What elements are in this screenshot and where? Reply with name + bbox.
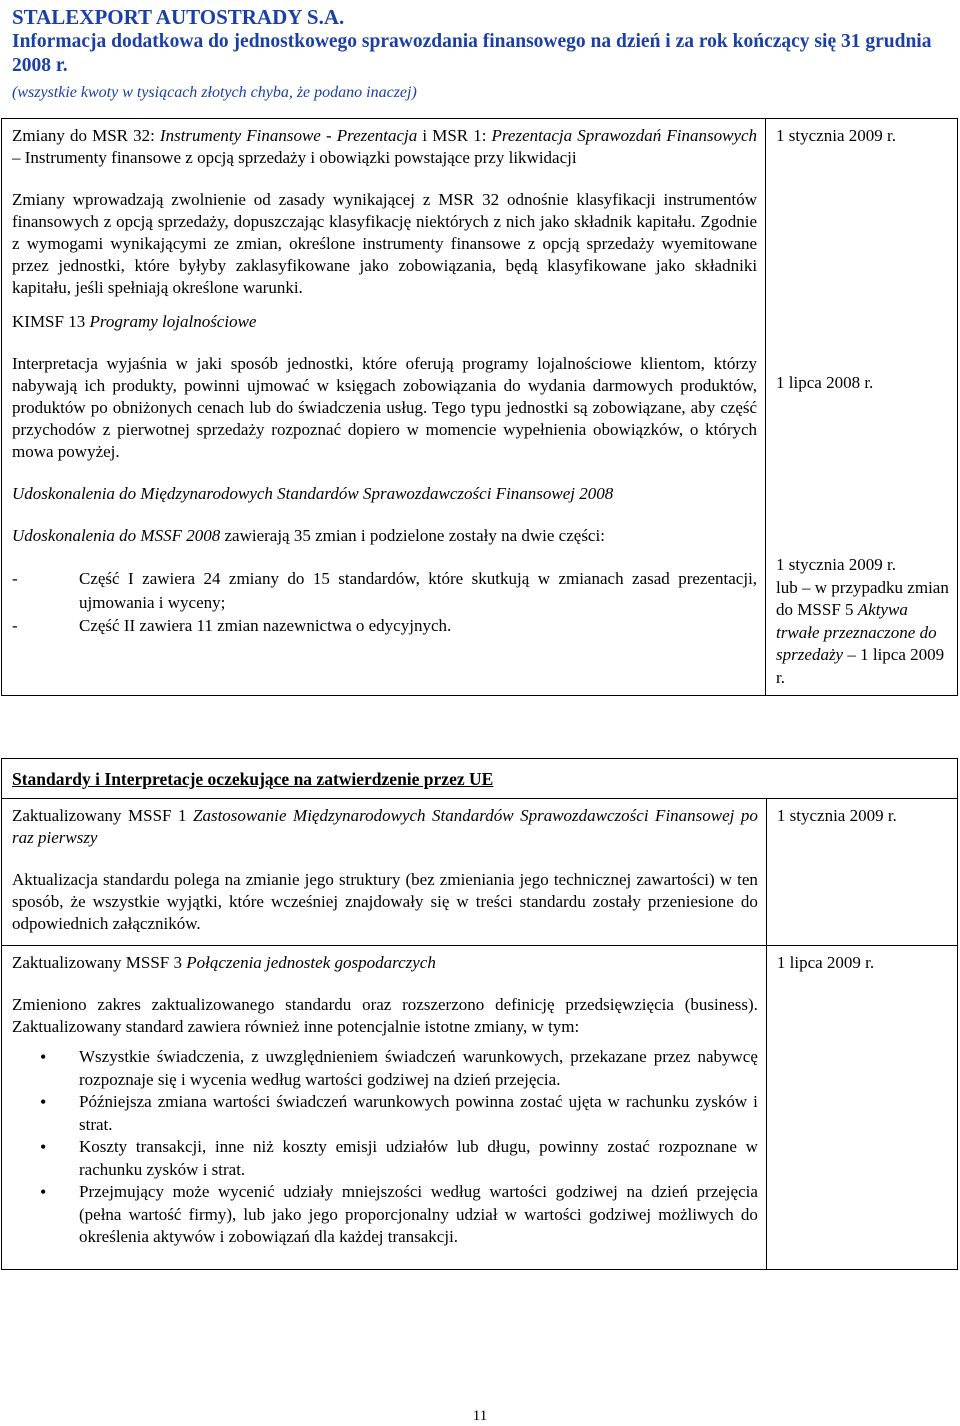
- standard-body: Zmiany wprowadzają zwolnienie od zasady wynikającej z MSR 32 odnośnie klasyfikacji instrumentów finansowych z opcją sprzedaży, dopuszczając klasyfikację niektórych z nich jako składnik kapitału. Zgodnie z wymogami wynikającymi ze zmian, określone instrumenty finansowe z opcją sprzedaży wyemitowane przez jednostki, które byłyby zaklasyfikowane jako zobowiązania, będą klasyfikowane jako składniki kapitału, jeśli spełniają określone warunki.: [12, 190, 758, 297]
- effective-date: 1 stycznia 2009 r. lub – w przypadku zmian do MSSF 5 Aktywa trwałe przeznaczone do sprzedaży – 1 lipca 2009 r.: [776, 555, 949, 687]
- table-row: [2, 799, 958, 946]
- page-number: 11: [472, 1408, 488, 1424]
- effective-date: 1 stycznia 2009 r.: [776, 806, 897, 825]
- effective-date-cell: [766, 799, 957, 946]
- amounts-note: (wszystkie kwoty w tysiącach złotych chyba, że podano inaczej): [12, 84, 417, 101]
- standards-table-2: [1, 758, 958, 1270]
- effective-date: 1 lipca 2008 r.: [776, 372, 874, 392]
- standard-title: KIMSF 13 Programy lojalnościowe: [12, 312, 257, 331]
- section-heading-cell: [2, 759, 958, 799]
- standard-title: Zmiany do MSR 32: Instrumenty Finansowe - Prezentacja i MSR 1: Prezentacja Sprawozdań Finansowych – Instrumenty finansowe z opcją sprzedaży i obowiązki powstające przy likwidacji: [12, 126, 758, 167]
- standard-body: Zmieniono zakres zaktualizowanego standardu oraz rozszerzono definicję przedsięwzięcia (business). Zaktualizowany standard zawiera również inne potencjalnie istotne zmiany, w tym:: [12, 995, 758, 1036]
- standard-description: [2, 946, 767, 1270]
- standard-title: Zaktualizowany MSSF 1 Zastosowanie Międzynarodowych Standardów Sprawozdawczości Finansowej po raz pierwszy: [12, 806, 758, 847]
- standard-title: Zaktualizowany MSSF 3 Połączenia jednostek gospodarczych: [12, 953, 436, 972]
- changes-list: [12, 567, 757, 638]
- table-row: [2, 946, 958, 1270]
- standard-body: Aktualizacja standardu polega na zmianie jego struktury (bez zmieniania jego technicznej zawartości) w ten sposób, że wszystkie wyjątki, które wcześniej znajdowały się w treści standardu zostały przeniesione do odpowiednich załączników.: [12, 870, 758, 933]
- list-item: • Koszty transakcji, inne niż koszty emisji udziałów lub długu, powinny zostać rozpoznane w rachunku zysków i strat.: [40, 1137, 758, 1179]
- section-heading: Standardy i Interpretacje oczekujące na zatwierdzenie przez UE: [12, 769, 494, 789]
- standard-description: [2, 799, 767, 946]
- standards-table-1: [1, 118, 958, 696]
- standard-title: Udoskonalenia do Międzynarodowych Standardów Sprawozdawczości Finansowej 2008: [12, 484, 614, 503]
- document-title: Informacja dodatkowa do jednostkowego sprawozdania finansowego na dzień i za rok kończący się 31 grudnia 2008 r.: [12, 31, 932, 76]
- list-item: - Część I zawiera 24 zmiany do 15 standardów, które skutkują w zmianach zasad prezentacji, ujmowania i wyceny;: [12, 569, 758, 612]
- effective-date: 1 stycznia 2009 r.: [776, 126, 896, 145]
- table-header-row: [2, 759, 958, 799]
- list-item: • Wszystkie świadczenia, z uwzględnieniem świadczeń warunkowych, przekazane przez nabywcę rozpoznaje się i wycenia według wartości godziwej na dzień przejęcia.: [40, 1047, 758, 1089]
- standard-intro: Udoskonalenia do MSSF 2008 zawierają 35 zmian i podzielone zostały na dwie części:: [12, 526, 605, 545]
- list-item: • Późniejsza zmiana wartości świadczeń warunkowych powinna zostać ujęta w rachunku zysków i strat.: [40, 1092, 758, 1134]
- effective-dates: [766, 119, 958, 696]
- table-row: [2, 119, 958, 696]
- document-header: [12, 4, 952, 104]
- effective-date: 1 lipca 2009 r.: [776, 953, 875, 972]
- changes-list: [12, 1046, 758, 1249]
- standard-description: [2, 119, 766, 696]
- list-item: - Część II zawiera 11 zmian nazewnictwa o edycyjnych.: [12, 616, 452, 635]
- company-name: STALEXPORT AUTOSTRADY S.A.: [12, 5, 345, 29]
- effective-date-cell: [766, 946, 957, 1270]
- standard-body: Interpretacja wyjaśnia w jaki sposób jednostki, które oferują programy lojalnościowe klientom, którzy nabywają ich produkty, powinni ujmować w księgach zobowiązania do wydania darmowych produktów, produktów po obniżonych cenach lub do świadczenia usług. Tego typu jednostki są zobowiązane, aby część przychodów z pierwotnej sprzedaży rozpoznać dopiero w momencie wypełnienia obowiązków, o których mowa powyżej.: [12, 354, 758, 461]
- list-item: • Przejmujący może wycenić udziały mniejszości według wartości godziwej na dzień przejęcia (pełna wartość firmy), lub jako jego proporcjonalny udział w wartości godziwej możliwych do określenia aktywów i zobowiązań dla każdej transakcji.: [40, 1182, 758, 1246]
